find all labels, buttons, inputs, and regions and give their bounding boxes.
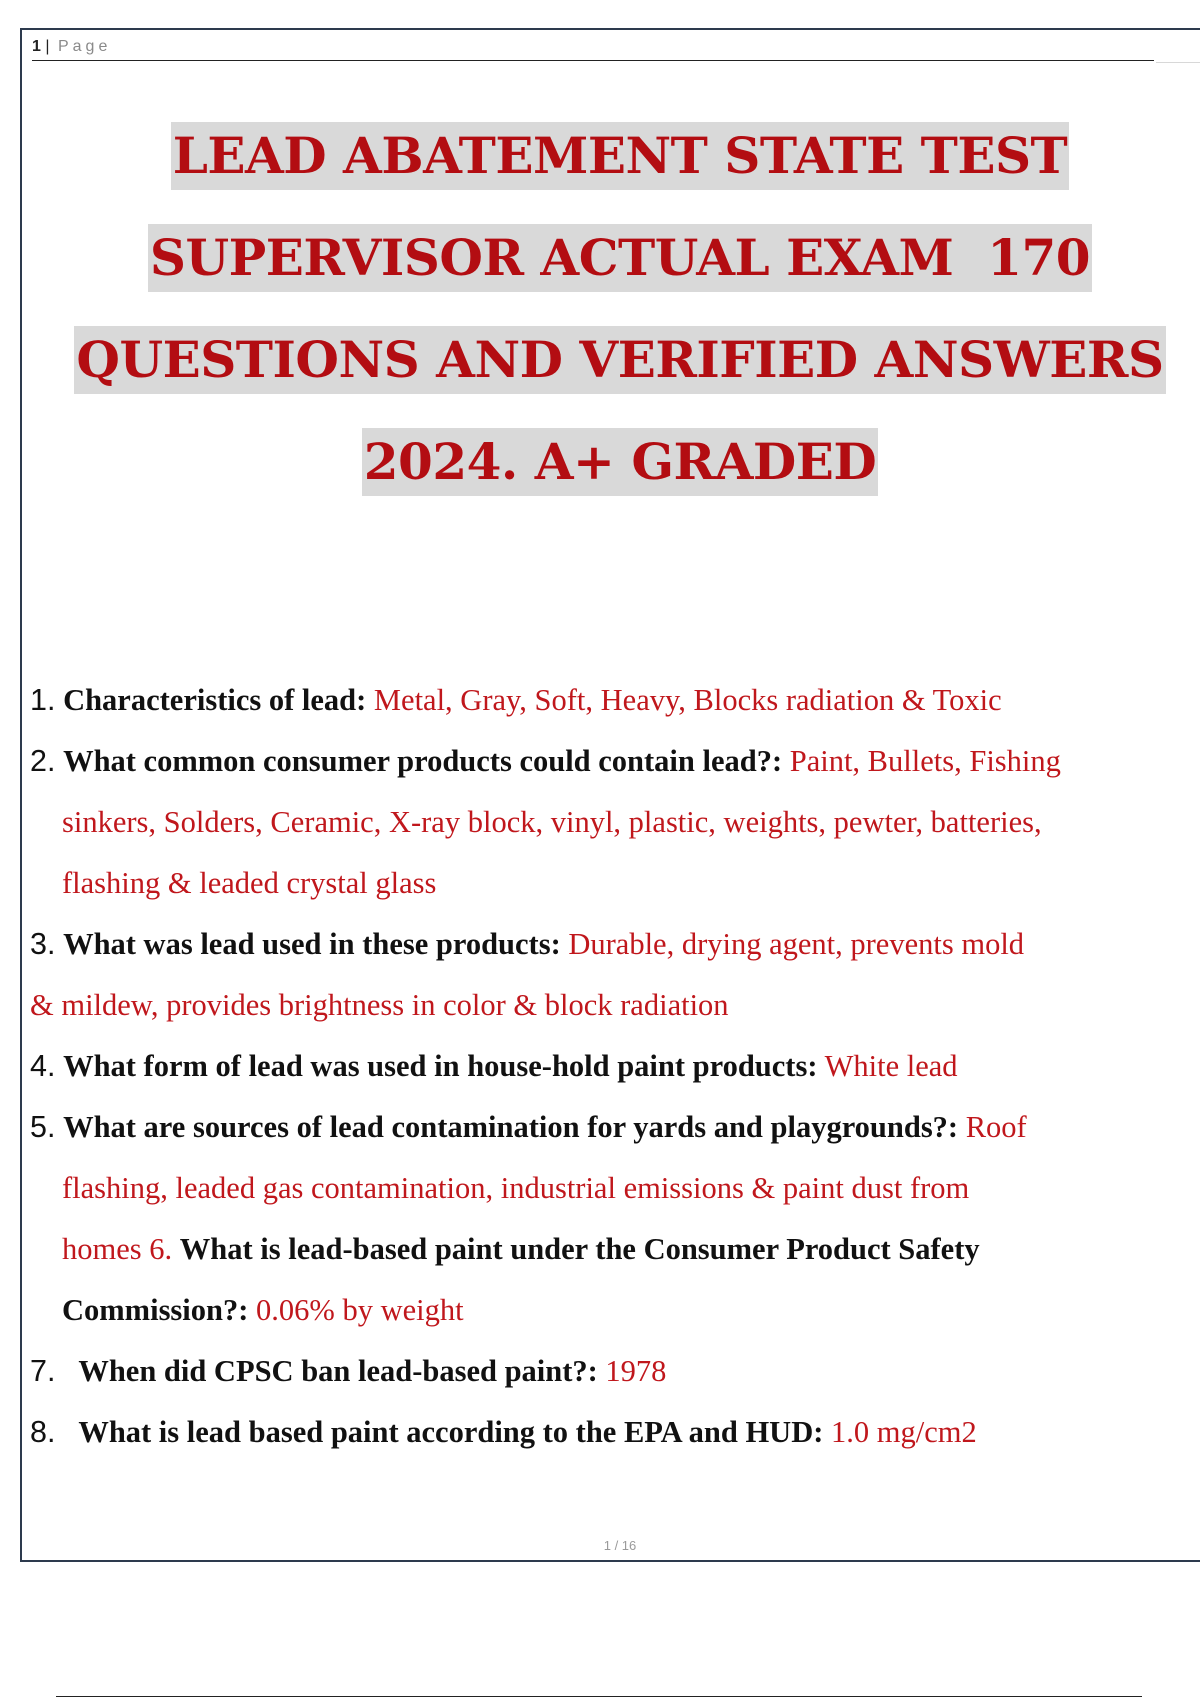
header-separator: | [45,38,50,55]
next-page-rule [56,1696,1142,1697]
title-line-1: LEAD ABATEMENT STATE TEST [171,122,1070,190]
page-indicator: 1 / 16 [603,1538,637,1553]
question-text: Characteristics of lead: [63,683,367,717]
list-item: 2. What common consumer products could contain lead?: Paint, Bullets, Fishing [30,744,1061,778]
question-list [30,670,1200,1463]
title-line-3: QUESTIONS AND VERIFIED ANSWERS [74,326,1165,394]
title-line-4: 2024. A+ GRADED [362,428,878,496]
answer-text: flashing, leaded gas contamination, industrial emissions & paint dust from [62,1171,970,1205]
document-page [20,28,1200,1562]
list-item: 4. What form of lead was used in house-hold paint products: White lead [30,1049,958,1083]
answer-text: 1978 [605,1354,667,1388]
answer-text: flashing & leaded crystal glass [62,866,437,900]
answer-text: 1.0 mg/cm2 [831,1415,977,1449]
question-text: What form of lead was used in house-hold paint products: [63,1049,818,1083]
answer-text: 0.06% by weight [256,1293,464,1327]
list-item: 7. When did CPSC ban lead-based paint?: 1978 [30,1354,667,1388]
answer-text: & mildew, provides brightness in color & block radiation [30,988,729,1022]
list-item: 5. What are sources of lead contamination for yards and playgrounds?: Roof [30,1110,1027,1144]
question-text: What is lead-based paint under the Consumer Product Safety [179,1232,980,1266]
question-text: What was lead used in these products: [63,927,561,961]
list-item: 3. What was lead used in these products: Durable, drying agent, prevents mold [30,927,1025,961]
question-text: Commission?: [62,1293,249,1327]
list-item: 1. Characteristics of lead: Metal, Gray, Soft, Heavy, Blocks radiation & Toxic [30,683,1002,717]
question-text: What common consumer products could contain lead?: [63,744,783,778]
question-text: What is lead based paint according to the EPA and HUD: [78,1415,824,1449]
title-line-2: SUPERVISOR ACTUAL EXAM 170 [148,224,1092,292]
answer-text: White lead [824,1049,958,1083]
answer-text: Durable, drying agent, prevents mold [568,927,1025,961]
document-title [22,122,1200,530]
header-rule [1156,62,1200,63]
question-text: When did CPSC ban lead-based paint?: [78,1354,598,1388]
header-page-number: 1 [32,38,41,55]
answer-text: Roof [965,1110,1027,1144]
answer-text: Paint, Bullets, Fishing [789,744,1061,778]
list-item: 8. What is lead based paint according to the EPA and HUD: 1.0 mg/cm2 [30,1415,977,1449]
page-header [32,34,1154,61]
answer-text: sinkers, Solders, Ceramic, X-ray block, vinyl, plastic, weights, pewter, batteries, [62,805,1042,839]
question-text: What are sources of lead contamination for yards and playgrounds?: [63,1110,959,1144]
header-page-word: Page [57,38,112,55]
answer-text: Metal, Gray, Soft, Heavy, Blocks radiation & Toxic [373,683,1002,717]
answer-text: homes 6. [62,1232,173,1266]
